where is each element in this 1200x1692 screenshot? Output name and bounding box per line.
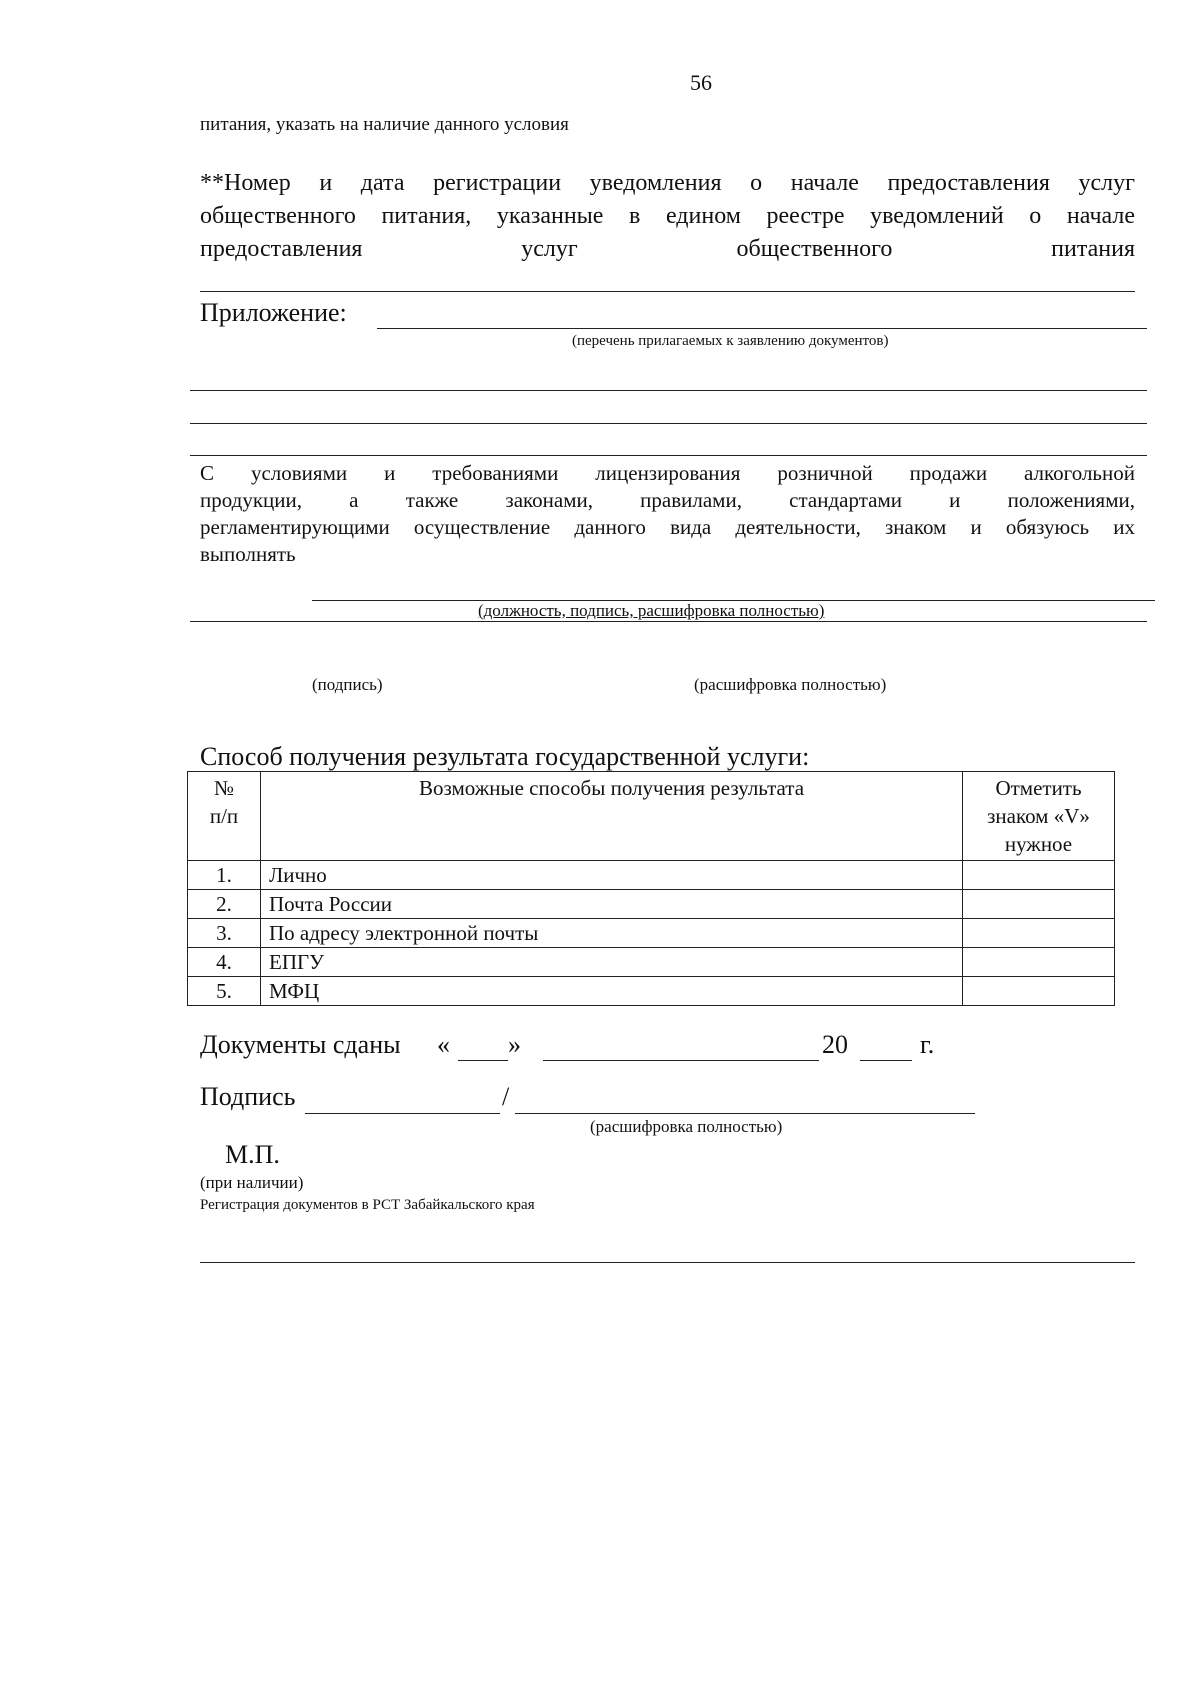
mark-checkbox[interactable] <box>971 863 1106 885</box>
row-number: 1. <box>188 861 261 890</box>
signature-label: Подпись <box>200 1082 296 1111</box>
row-method: По адресу электронной почты <box>261 919 963 948</box>
table-row <box>188 890 1115 919</box>
attachment-label: Приложение: <box>200 298 347 327</box>
row-mark-cell[interactable] <box>963 890 1115 919</box>
table-row <box>188 977 1115 1006</box>
agreement-line-4: выполнять <box>200 542 296 566</box>
mark-checkbox[interactable] <box>971 921 1106 943</box>
agreement-block <box>200 460 1135 568</box>
registration-text: Регистрация документов в РСТ Забайкальского края <box>200 1197 535 1213</box>
row-mark-cell[interactable] <box>963 919 1115 948</box>
page-number: 56 <box>690 70 712 95</box>
registration-line[interactable] <box>200 1262 1135 1263</box>
row-number: 3. <box>188 919 261 948</box>
row-mark-cell[interactable] <box>963 948 1115 977</box>
header-num: № п/п <box>188 772 261 861</box>
month-field-line[interactable] <box>543 1060 819 1061</box>
attachment-line-2[interactable] <box>190 390 1147 391</box>
mark-checkbox[interactable] <box>971 950 1106 972</box>
agreement-line-1: С условиями и требованиями лицензирования розничной продажи алкогольной <box>200 461 1135 485</box>
continuation-text: питания, указать на наличие данного условия <box>200 114 569 135</box>
result-methods-table <box>187 771 1115 1006</box>
signature-field-line[interactable] <box>305 1113 500 1114</box>
table-row <box>188 948 1115 977</box>
mark-checkbox[interactable] <box>971 979 1106 1001</box>
row-number: 5. <box>188 977 261 1006</box>
row-mark-cell[interactable] <box>963 977 1115 1006</box>
agreement-line-2: продукции, а также законами, правилами, стандартами и положениями, <box>200 488 1135 512</box>
footnote-line-1: **Номер и дата регистрации уведомления о начале предоставления услуг <box>200 170 1135 196</box>
row-mark-cell[interactable] <box>963 861 1115 890</box>
row-method: МФЦ <box>261 977 963 1006</box>
row-method: Почта России <box>261 890 963 919</box>
signature-slash: / <box>502 1082 510 1111</box>
signature-caption: (подпись) <box>312 675 383 694</box>
table-row <box>188 861 1115 890</box>
year-suffix: г. <box>920 1030 935 1059</box>
submission-label: Документы сданы <box>200 1030 401 1059</box>
table-row <box>188 919 1115 948</box>
decoding-field-line[interactable] <box>515 1113 975 1114</box>
attachment-line-4[interactable] <box>190 455 1147 456</box>
header-method: Возможные способы получения результата <box>261 772 963 861</box>
year-prefix: 20 <box>822 1030 848 1059</box>
mark-checkbox[interactable] <box>971 892 1106 914</box>
sign-caption: (должность, подпись, расшифровка полностью) <box>478 601 825 620</box>
day-open-quote: « <box>437 1030 450 1059</box>
year-field-line[interactable] <box>860 1060 912 1061</box>
table-header-row <box>188 772 1115 861</box>
result-section-title: Способ получения результата государственной услуги: <box>200 742 810 771</box>
attachment-caption: (перечень прилагаемых к заявлению документов) <box>572 333 889 349</box>
sign-under-line <box>190 621 1147 622</box>
stamp-label: М.П. <box>225 1140 280 1169</box>
attachment-field-line[interactable] <box>377 328 1147 329</box>
day-field-line[interactable] <box>458 1060 508 1061</box>
stamp-note: (при наличии) <box>200 1173 304 1192</box>
row-number: 2. <box>188 890 261 919</box>
footnote-line-3: предоставления услуг общественного питания <box>200 236 1135 262</box>
footnote-line-2: общественного питания, указанные в едином реестре уведомлений о начале <box>200 203 1135 229</box>
decoding-caption-bottom: (расшифровка полностью) <box>590 1117 783 1136</box>
decoding-caption: (расшифровка полностью) <box>694 675 887 694</box>
header-mark: Отметить знаком «V» нужное <box>963 772 1115 861</box>
agreement-line-3: регламентирующими осуществление данного вида деятельности, знаком и обязуюсь их <box>200 515 1135 539</box>
day-close-quote: » <box>508 1030 521 1059</box>
row-method: Лично <box>261 861 963 890</box>
footnote-fill-line <box>200 291 1135 292</box>
row-number: 4. <box>188 948 261 977</box>
attachment-line-3[interactable] <box>190 423 1147 424</box>
footnote-block <box>200 167 1135 266</box>
row-method: ЕПГУ <box>261 948 963 977</box>
